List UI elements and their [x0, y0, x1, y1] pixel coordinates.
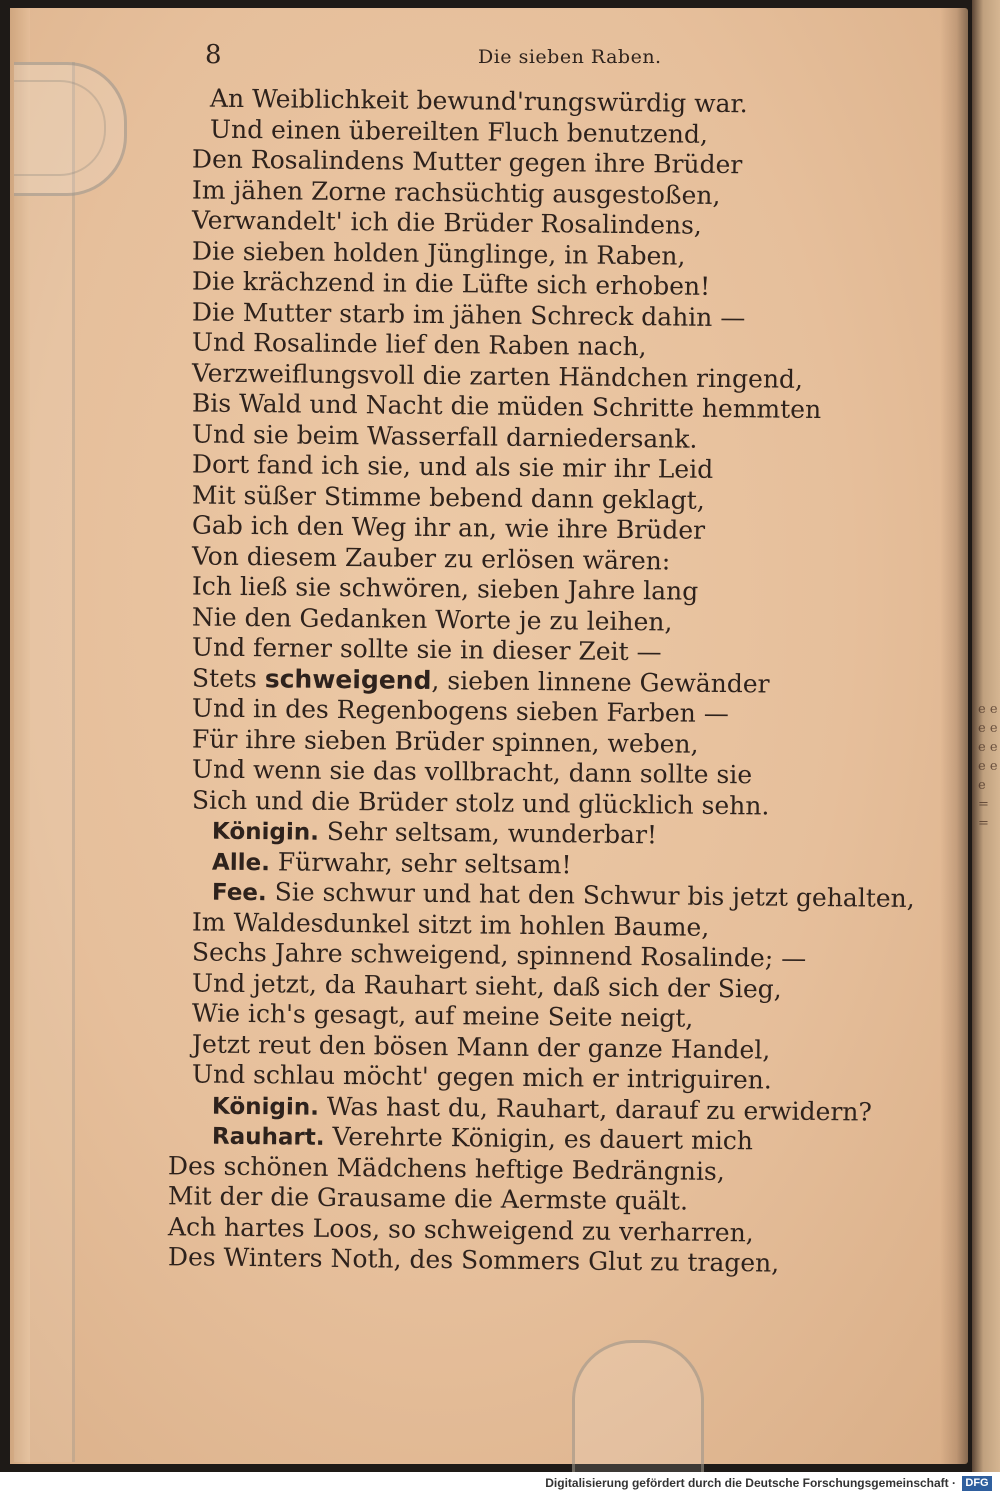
page-number: 8 — [205, 40, 222, 70]
line-segment: , sieben linnene Gewänder — [431, 665, 770, 698]
adjacent-page-edge — [972, 0, 1000, 1472]
speech-text: Was hast du, Rauhart, darauf zu erwidern? — [318, 1091, 873, 1127]
glass-clamp-left — [14, 62, 75, 1462]
verse-line: Wie ich's gesagt, auf meine Seite neigt, — [191, 998, 694, 1033]
glass-clamp-bottom — [572, 1340, 704, 1472]
speaker-name: Fee. — [211, 879, 267, 907]
verse-line: Sechs Jahre schweigend, spinnend Rosalinde; — — [191, 937, 807, 973]
verse-line: Und wenn sie das vollbracht, dann sollte sie — [191, 754, 753, 790]
verse-line: Ich ließ sie schwören, sieben Jahre lang — [191, 571, 699, 606]
verse-line: Jetzt reut den bösen Mann der ganze Handel, — [191, 1028, 771, 1064]
verse-text — [150, 83, 930, 1278]
verse-line: Für ihre sieben Brüder spinnen, weben, — [191, 723, 699, 759]
verse-line: Verwandelt' ich die Brüder Rosalindens, — [191, 205, 702, 240]
speaker-name: Königin. — [211, 818, 320, 846]
verse-line: Bis Wald und Nacht die müden Schritte hemmten — [191, 388, 822, 425]
verse-line: Ach hartes Loos, so schweigend zu verharren, — [167, 1211, 754, 1247]
verse-line: Des Winters Noth, des Sommers Glut zu tragen, — [167, 1242, 780, 1278]
speaker-name: Alle. — [211, 849, 271, 876]
verse-line: Dort fand ich sie, und als sie mir ihr Leid — [191, 449, 714, 484]
verse-line: Und einen übereilten Fluch benutzend, — [209, 114, 709, 149]
verse-line: Die sieben holden Jünglinge, in Raben, — [191, 235, 686, 271]
digitization-footer — [0, 1472, 1000, 1495]
funding-credit: Digitalisierung gefördert durch die Deutsche Forschungsgemeinschaft · — [545, 1476, 956, 1490]
gutter-shadow — [940, 8, 968, 1464]
verse-line: Und schlau möcht' gegen mich er intriguiren. — [191, 1059, 772, 1095]
verse-line: Des schönen Mädchens heftige Bedrängnis, — [167, 1150, 725, 1186]
adjacent-page-glyphs: e e e e e e e e e = = — [978, 702, 998, 831]
verse-line: Und jetzt, da Rauhart sieht, daß sich der Sieg, — [191, 967, 782, 1004]
verse-line: Und Rosalinde lief den Raben nach, — [191, 327, 647, 362]
verse-line: Im jähen Zorne rachsüchtig ausgestoßen, — [191, 174, 721, 210]
verse-line: Sich und die Brüder stolz und glücklich sehn. — [191, 784, 770, 820]
speech-text: Sie schwur und hat den Schwur bis jetzt gehalten, — [266, 877, 915, 914]
speech-text: Fürwahr, sehr seltsam! — [269, 846, 572, 879]
speaker-name: Königin. — [211, 1093, 320, 1121]
speaker-name: Rauhart. — [211, 1123, 325, 1151]
verse-line: Von diesem Zauber zu erlösen wären: — [191, 540, 671, 575]
verse-line: Gab ich den Weg ihr an, wie ihre Brüder — [191, 510, 706, 545]
verse-line: Die Mutter starb im jähen Schreck dahin — — [191, 296, 746, 332]
verse-line: Und sie beim Wasserfall darniedersank. — [191, 418, 698, 454]
line-segment: Stets — [191, 662, 265, 693]
speech-text: Verehrte Königin, es dauert mich — [324, 1121, 754, 1156]
verse-line: Den Rosalindens Mutter gegen ihre Brüder — [191, 144, 743, 180]
emphasized-word: schweigend — [264, 663, 432, 695]
verse-line: Verzweiflungsvoll die zarten Händchen ringend, — [191, 357, 804, 394]
verse-line: Und in des Regenbogens sieben Farben — — [191, 693, 729, 729]
verse-line: Mit süßer Stimme bebend dann geklagt, — [191, 479, 705, 515]
verse-line: Im Waldesdunkel sitzt im hohlen Baume, — [191, 906, 710, 942]
speech-text: Sehr seltsam, wunderbar! — [318, 816, 658, 850]
verse-line: An Weiblichkeit bewund'rungswürdig war. — [209, 83, 748, 119]
verse-line: Und ferner sollte sie in dieser Zeit — — [191, 632, 662, 667]
verse-line: Mit der die Grausame die Aermste quält. — [167, 1181, 689, 1216]
glass-clamp-top-inner — [14, 80, 106, 176]
verse-line: Die krächzend in die Lüfte sich erhoben! — [191, 266, 711, 301]
running-head: Die sieben Raben. — [478, 46, 662, 68]
dfg-logo: DFG — [962, 1476, 992, 1491]
verse-line: Nie den Gedanken Worte je zu leihen, — [191, 601, 673, 636]
